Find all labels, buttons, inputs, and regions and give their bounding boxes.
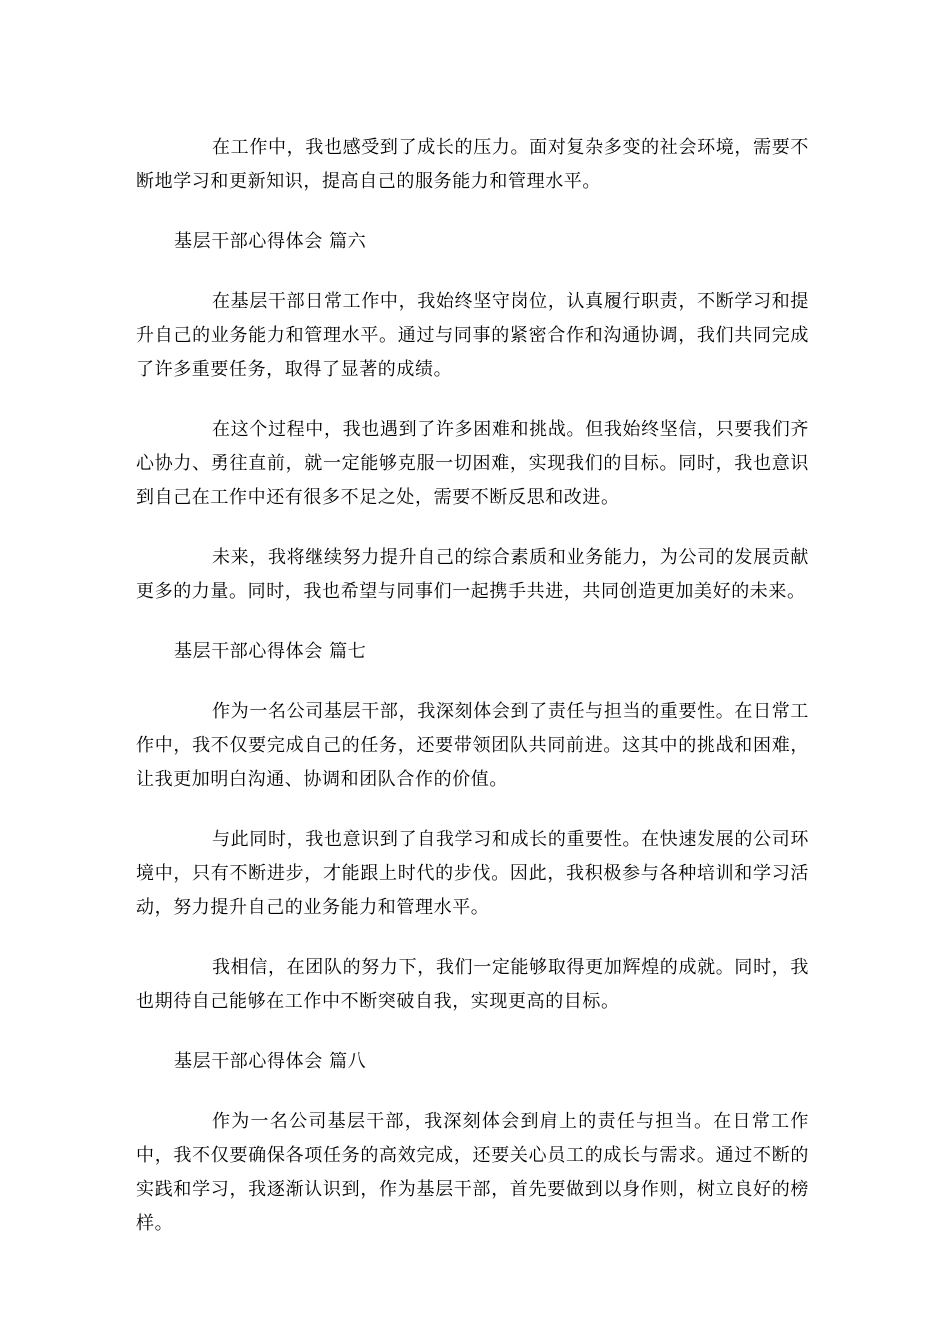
document-body (136, 131, 809, 1267)
paragraph: 我相信，在团队的努力下，我们一定能够取得更加辉煌的成就。同时，我也期待自己能够在工作中不断突破自我，实现更高的目标。 (136, 957, 809, 1012)
paragraph: 在基层干部日常工作中，我始终坚守岗位，认真履行职责，不断学习和提升自己的业务能力和管理水平。通过与同事的紧密合作和沟通协调，我们共同完成了许多重要任务，取得了显著的成绩。 (136, 291, 809, 380)
section-heading: 基层干部心得体会 篇六 (174, 231, 367, 252)
paragraph: 未来，我将继续努力提升自己的综合素质和业务能力，为公司的发展贡献更多的力量。同时，我也希望与同事们一起携手共进，共同创造更加美好的未来。 (136, 547, 809, 602)
paragraph: 在工作中，我也感受到了成长的压力。面对复杂多变的社会环境，需要不断地学习和更新知识，提高自己的服务能力和管理水平。 (136, 137, 809, 192)
paragraph: 在这个过程中，我也遇到了许多困难和挑战。但我始终坚信，只要我们齐心协力、勇往直前，就一定能够克服一切困难，实现我们的目标。同时，我也意识到自己在工作中还有很多不足之处，需要不断反思和改进。 (136, 419, 809, 508)
section-heading: 基层干部心得体会 篇七 (174, 641, 367, 662)
paragraph: 作为一名公司基层干部，我深刻体会到了责任与担当的重要性。在日常工作中，我不仅要完成自己的任务，还要带领团队共同前进。这其中的挑战和困难，让我更加明白沟通、协调和团队合作的价值。 (136, 701, 809, 790)
section-heading: 基层干部心得体会 篇八 (174, 1051, 367, 1072)
paragraph: 作为一名公司基层干部，我深刻体会到肩上的责任与担当。在日常工作中，我不仅要确保各项任务的高效完成，还要关心员工的成长与需求。通过不断的实践和学习，我逐渐认识到，作为基层干部，首先要做到以身作则，树立良好的榜样。 (136, 1111, 809, 1234)
paragraph: 与此同时，我也意识到了自我学习和成长的重要性。在快速发展的公司环境中，只有不断进步，才能跟上时代的步伐。因此，我积极参与各种培训和学习活动，努力提升自己的业务能力和管理水平。 (136, 829, 809, 918)
